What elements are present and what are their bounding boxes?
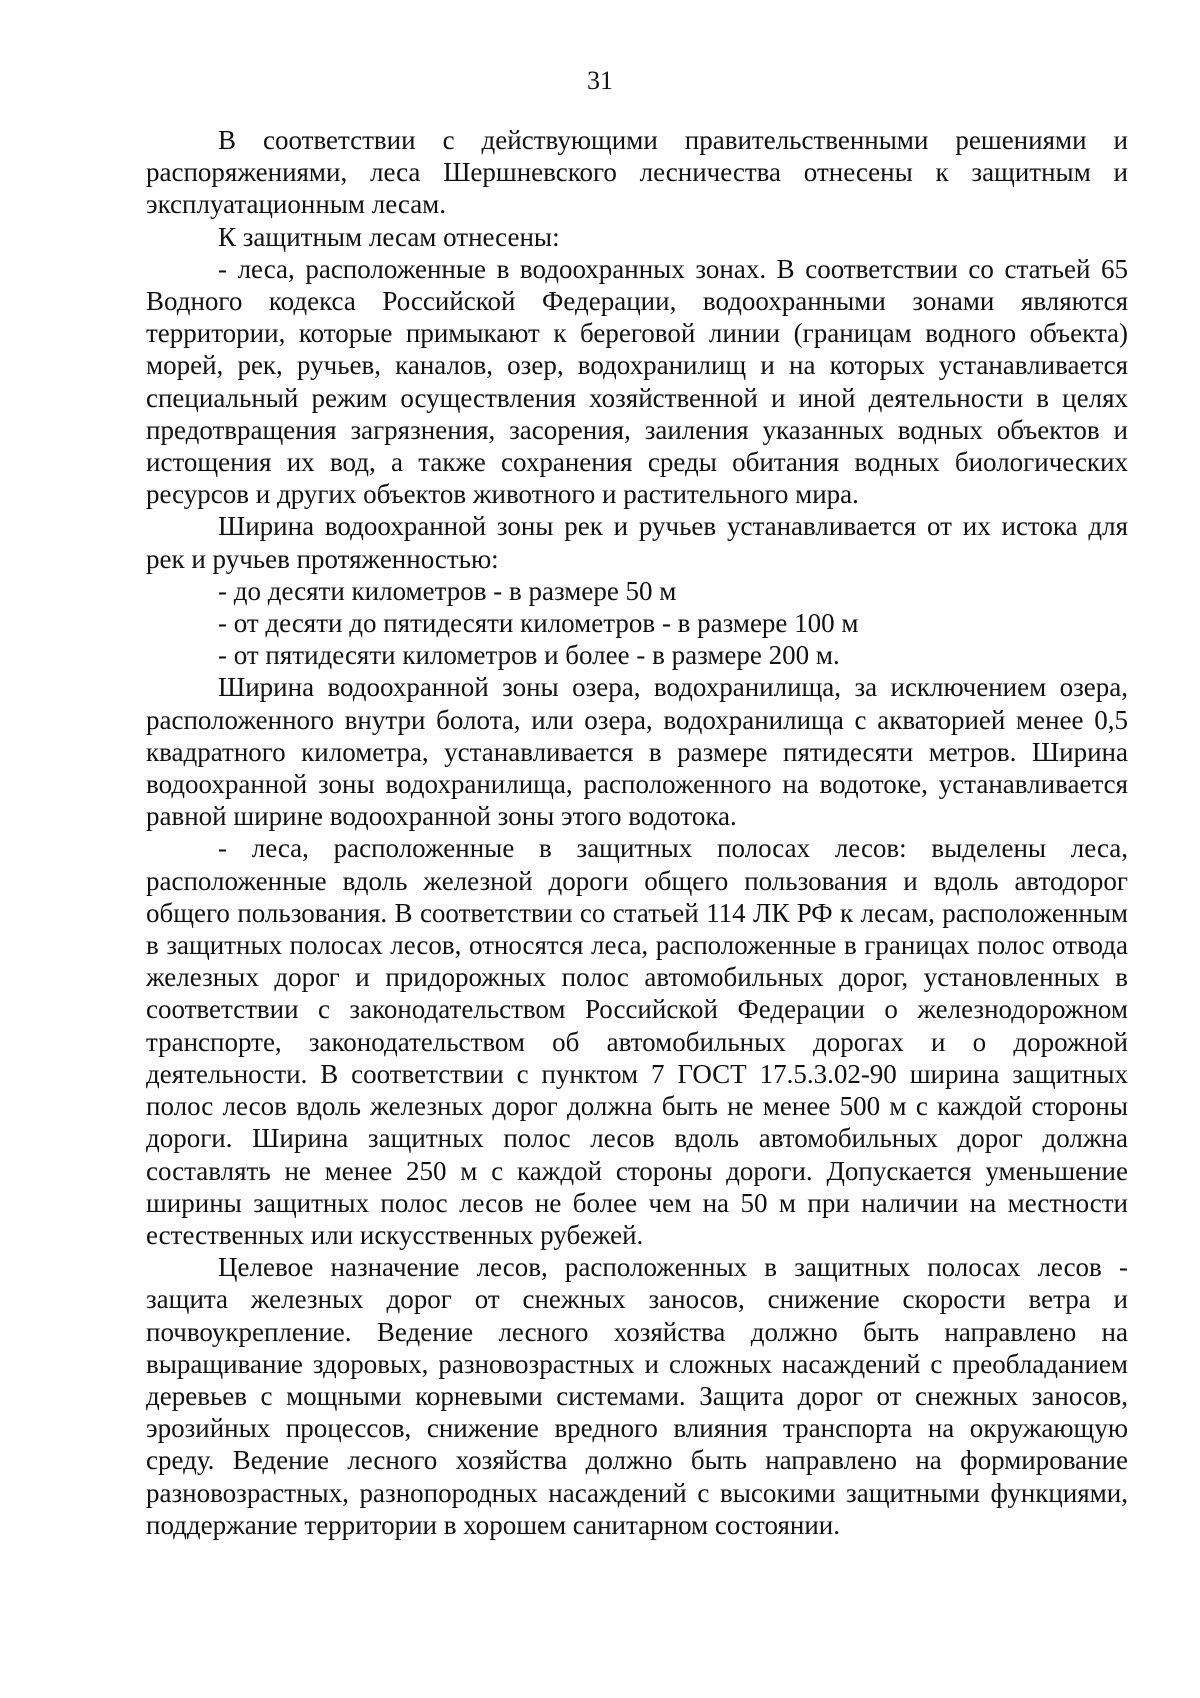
page-number: 31 xyxy=(587,66,613,95)
paragraph-protective-strips: - леса, расположенные в защитных полосах лесов: выделены леса, расположенные вдоль железной дороги общего пользования и вдоль автодорог общего пользования. В соответствии со статьей 114 ЛК РФ к лесам, расположенным в защитных полосах лесов, относятся леса, расположенные в границах полос отвода железных дорог и придорожных полос автомобильных дорог, установленных в соответствии с законодательством Российской Федерации о железнодорожном транспорте, законодательством об автомобильных дорогах и о дорожной деятельности. В соответствии с пунктом 7 ГОСТ 17.5.3.02-90 ширина защитных полос лесов вдоль железных дорог должна быть не менее 500 м с каждой стороны дороги. Ширина защитных полос лесов вдоль автомобильных дорог должна составлять не менее 250 м с каждой стороны дороги. Допускается уменьшение ширины защитных полос лесов не более чем на 50 м при наличии на местности естественных или искусственных рубежей. xyxy=(146,833,1128,1250)
paragraph-protective-forests-heading: К защитным лесам отнесены: xyxy=(218,221,560,252)
paragraph-water-protection-zones: - леса, расположенные в водоохранных зонах. В соответствии со статьей 65 Водного кодекса Российской Федерации, водоохранными зонами являются территории, которые примыкают к береговой линии (границам водного объекта) морей, рек, ручьев, каналов, озер, водохранилищ и на которых устанавливается специальный режим осуществления хозяйственной и иной деятельности в целях предотвращения загрязнения, засорения, заиления указанных водных объектов и истощения их вод, а также сохранения среды обитания водных биологических ресурсов и других объектов животного и растительного мира. xyxy=(146,253,1128,510)
list-item-over-fifty-km: - от пятидесяти километров и более - в размере 200 м. xyxy=(218,640,840,671)
paragraph-river-zone-width: Ширина водоохранной зоны рек и ручьев устанавливается от их истока для рек и ручьев протяженностью: xyxy=(146,511,1128,574)
paragraph-classification: В соответствии с действующими правительственными решениями и распоряжениями, леса Шершневского лесничества отнесены к защитным и эксплуатационным лесам. xyxy=(146,125,1128,220)
list-item-ten-to-fifty-km: - от десяти до пятидесяти километров - в размере 100 м xyxy=(218,608,859,639)
paragraph-purpose: Целевое назначение лесов, расположенных в защитных полосах лесов - защита железных дорог от снежных заносов, снижение скорости ветра и почвоукрепление. Ведение лесного хозяйства должно быть направлено на выращивание здоровых, разновозрастных и сложных насаждений с преобладанием деревьев с мощными корневыми системами. Защита дорог от снежных заносов, эрозийных процессов, снижение вредного влияния транспорта на окружающую среду. Ведение лесного хозяйства должно быть направлено на формирование разновозрастных, разнопородных насаждений с высокими защитными функциями, поддержание территории в хорошем санитарном состоянии. xyxy=(146,1252,1128,1540)
paragraph-lake-zone-width: Ширина водоохранной зоны озера, водохранилища, за исключением озера, расположенного внутри болота, или озера, водохранилища с акваторией менее 0,5 квадратного километра, устанавливается в размере пятидесяти метров. Ширина водоохранной зоны водохранилища, расположенного на водотоке, устанавливается равной ширине водоохранной зоны этого водотока. xyxy=(146,672,1128,832)
list-item-up-to-ten-km: - до десяти километров - в размере 50 м xyxy=(218,575,677,606)
document-body xyxy=(146,124,1128,1541)
